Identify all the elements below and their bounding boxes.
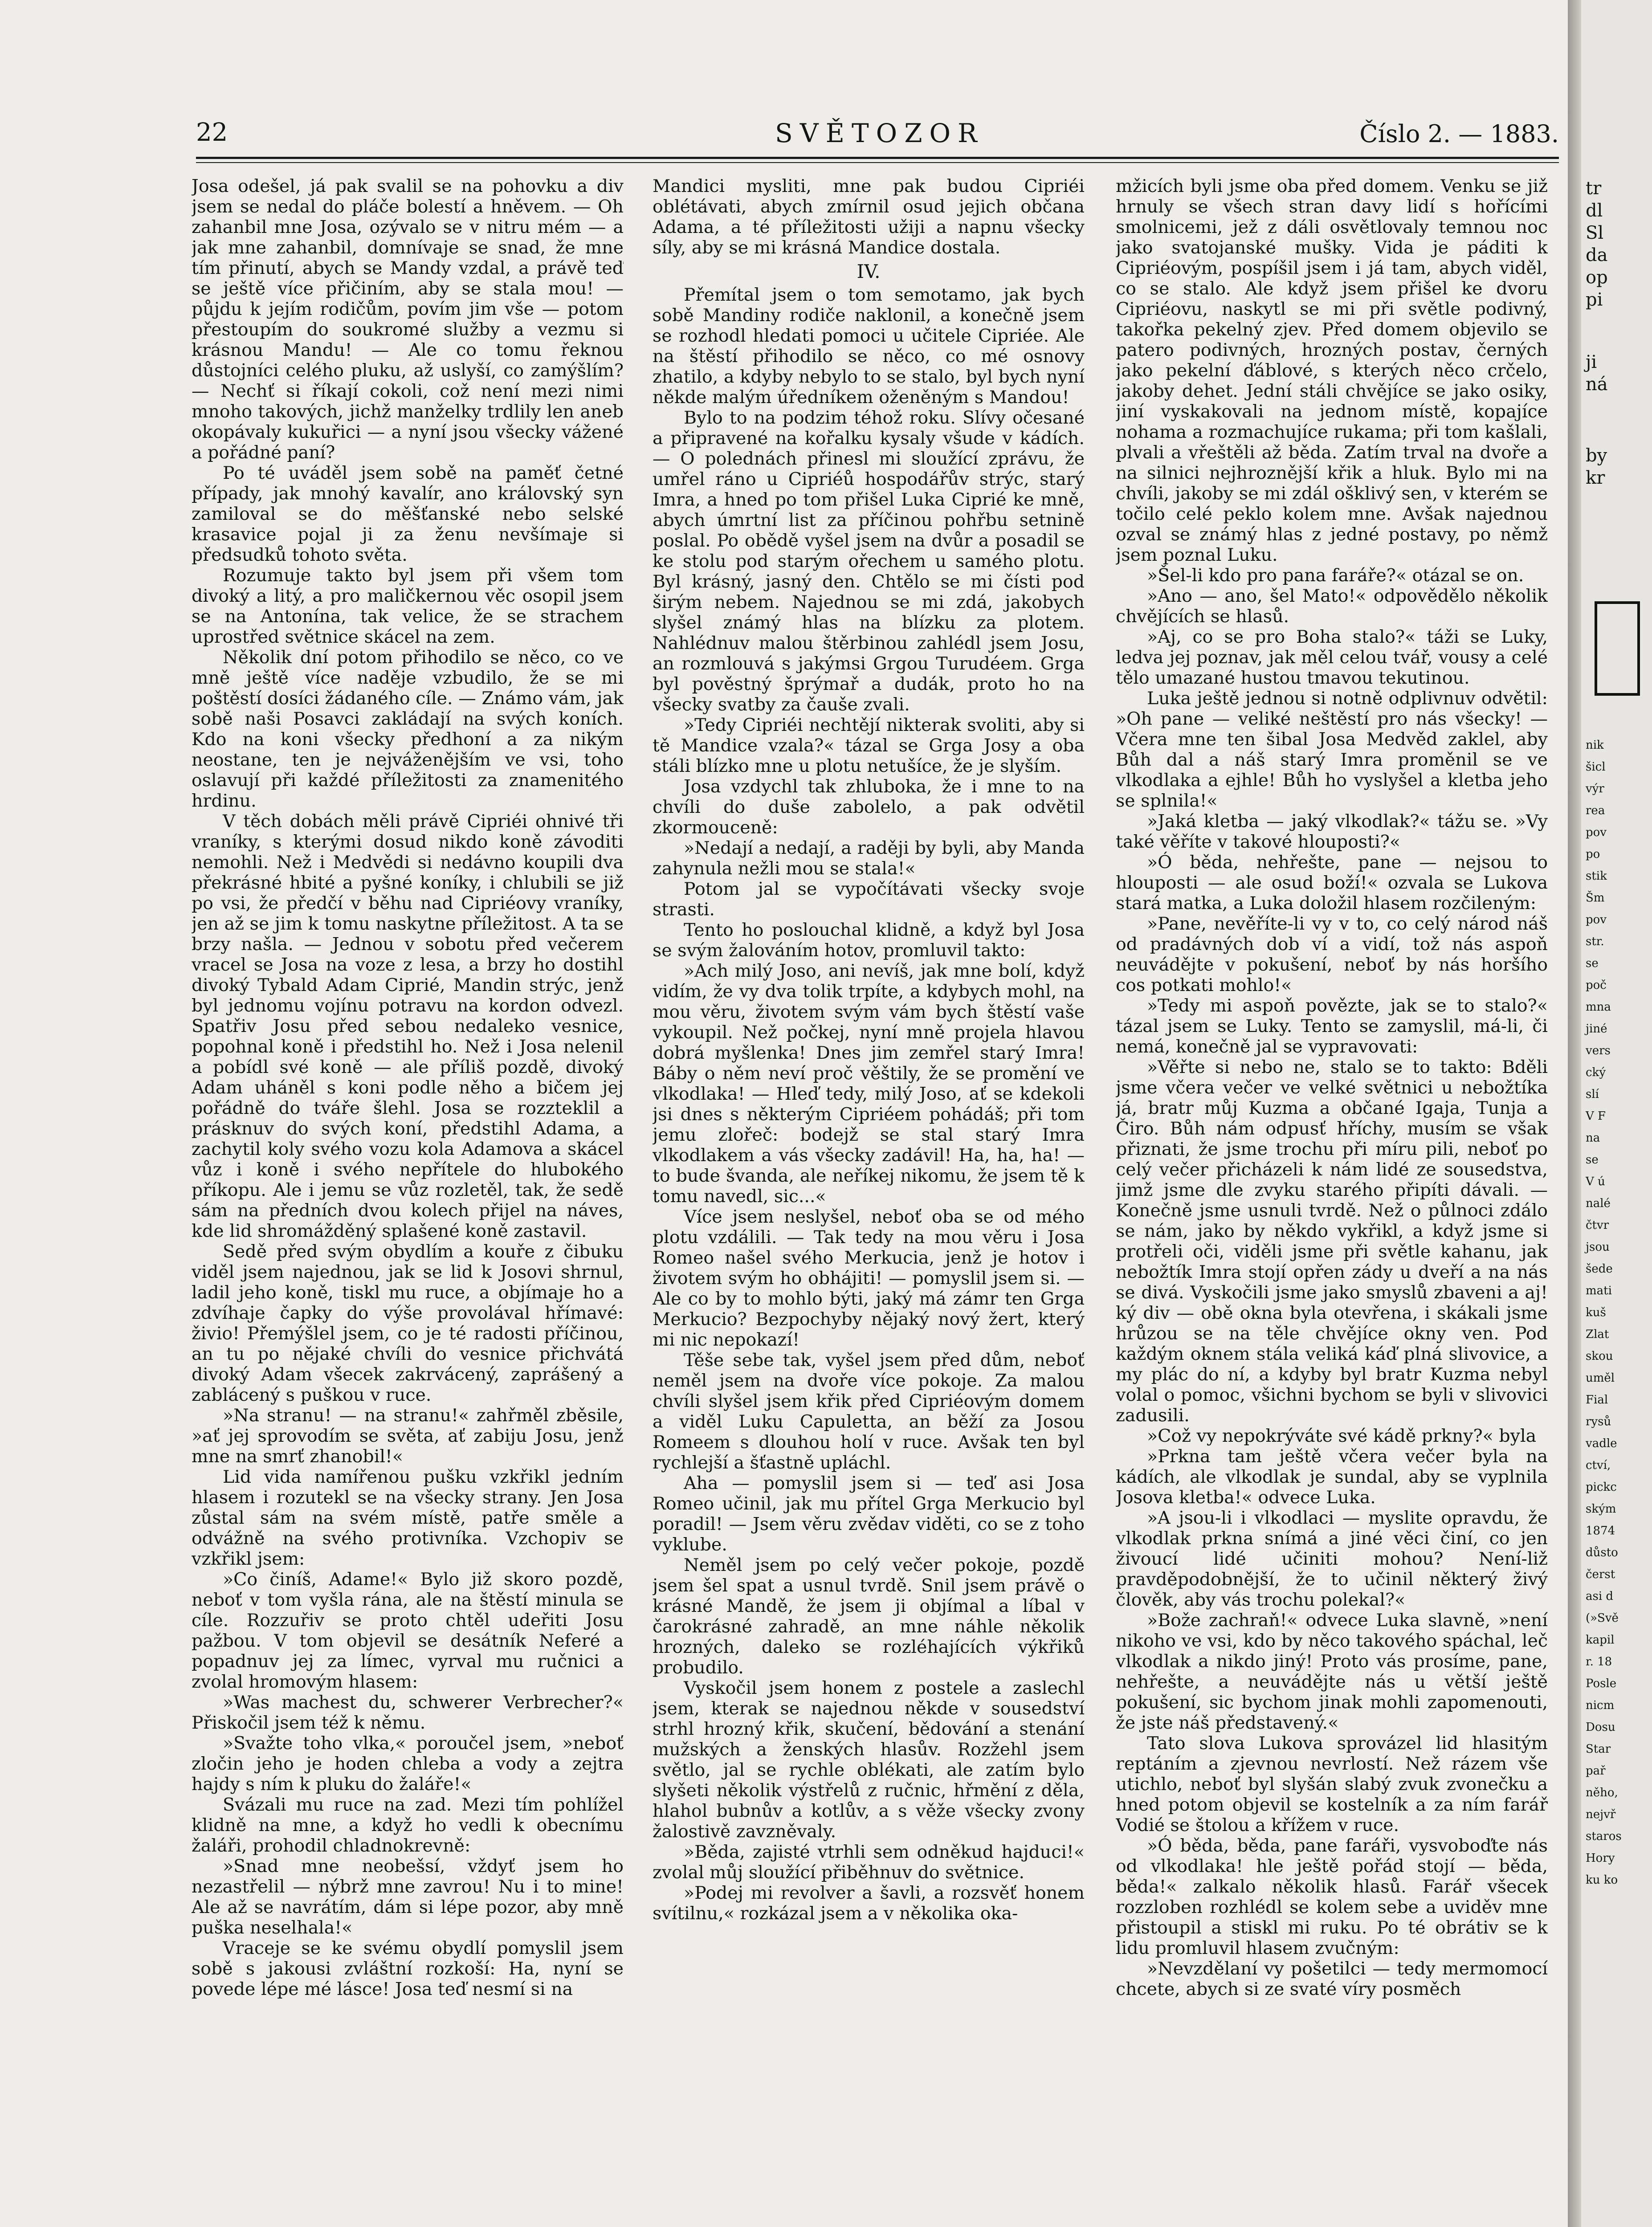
paragraph: »Nedají a nedají, a raději by byli, aby Manda zahynula nežli mou se stala!« xyxy=(653,838,1085,879)
adjacent-page-fragment: Fial xyxy=(1586,1393,1608,1407)
adjacent-page-fragment: Star xyxy=(1586,1742,1611,1756)
adjacent-page-fragment: dl xyxy=(1586,200,1603,221)
paragraph: »Svažte toho vlka,« poroučel jsem, »neboť zločin jeho je hoden chleba a vody a zejtra hajdy s ním k pluku do žaláře!« xyxy=(192,1733,624,1795)
paragraph: »Bože zachraň!« odvece Luka slavně, »není nikoho ve vsi, kdo by něco takového spáchal, leč vlkodlak a nikdo jiný! Proto vás prosíme, pane, nehřešte, a neuvádějte nás u větší ještě pokušení, sic bychom jinak mohli zapomenouti, že jste náš představený.« xyxy=(1116,1610,1548,1733)
adjacent-page-fragment: Šm xyxy=(1586,891,1605,905)
adjacent-page-fragment: pov xyxy=(1586,826,1607,839)
paragraph: »Což vy nepokrýváte své kádě prkny?« byla xyxy=(1147,1426,1537,1446)
adjacent-page-fragment: da xyxy=(1586,245,1608,265)
paragraph: Lid vida namířenou pušku vzkřikl jedním hlasem i rozutekl se na všecky strany. Jen Josa zůstal sám na svém místě, patře směle a odvážně na svého protivníka. Vzchopiv se vzkřikl jsem: xyxy=(192,1467,624,1569)
adjacent-page-fragment: kr xyxy=(1586,468,1605,488)
paragraph: Josa odešel, já pak svalil se na pohovku a div jsem se nedal do pláče bolestí a hněvem. — Oh zahanbil mne Josa, ozývalo se v nitru mém — a jak mne zahanbil, domnívaje se snad, že mne tím přinutí, abych se Mandy vzdal, a právě teď se ještě více přičiním, aby se stala mou! — půjdu k jejím rodičům, povím jim vše — potom přestoupím do soukromé služby a vezmu si krásnou Mandu! — Ale co tomu řeknou důstojníci celého pluku, až uslyší, co zamýšlím? — Nechť si říkají cokoli, což není mezi nimi mnoho takových, jichž manželky trdlily len aneb okopávaly kukuřici — a nyní jsou všecky vážené a pořádné paní? xyxy=(192,176,624,463)
adjacent-page-fragment: tr xyxy=(1586,178,1602,199)
adjacent-page-fragment: r. 18 xyxy=(1586,1655,1612,1668)
paragraph: Vraceje se ke svému obydlí pomyslil jsem sobě s jakousi zvláštní rozkoší: Ha, nyní se povede lépe mé lásce! Josa teď nesmí si na xyxy=(192,1938,624,1999)
adjacent-page-fragment: pickc xyxy=(1586,1481,1617,1494)
adjacent-page-fragment: ku ko xyxy=(1586,1873,1618,1887)
adjacent-page-fragment: nejvř xyxy=(1586,1808,1616,1821)
paragraph: »Ó běda, běda, pane faráři, vysvoboďte nás od vlkodlaka! hle ještě pořád stojí — běda, běda!« zalkalo několik hlasů. Farář všecek rozzloben rozhlédl se kolem sebe a uviděv mne přistoupil a stiskl mi ruku. Po té obrátiv se k lidu promluvil hlasem zvučným: xyxy=(1116,1835,1548,1958)
adjacent-page-fragment: na xyxy=(1586,1131,1600,1145)
adjacent-page-fragment: Dosu xyxy=(1586,1721,1615,1734)
paragraph: mžicích byli jsme oba před domem. Venku se již hrnuly se všech stran davy lidí s hořícími smolnicemi, jež z dáli osvětlovaly temnou noc jako svatojanské mušky. Vida je páditi k Cipriéovým, pospíšil jsem i já tam, abych viděl, co se stalo. Ale když jsem přišel ke dvoru Cipriéovu, naskytl se mi při světle podivný, takořka pekelný zjev. Před domem objevilo se patero podivných, hrozných postav, černých jako pekelní ďáblové, s kterých něco crčelo, jakoby dehet. Jední stáli chvějíce se jako osiky, jiní vyskakovali na jednom místě, kopajíce nohama a rozmachujíce rukama; při tom kašlali, plvali a vřeštěli až běda. Zatím trval na dvoře a na silnici nejhroznější křik a hluk. Bylo mi na chvíli, jakoby se mi zdál ošklivý sen, v kterém se točilo celé peklo kolem mne. Avšak najednou ozval se známý hlas z jedné postavy, po němž jsem poznal Luku. xyxy=(1116,176,1548,565)
adjacent-page-fragment: V F xyxy=(1586,1109,1606,1123)
adjacent-page-fragment: ná xyxy=(1586,374,1608,395)
adjacent-page-fragment: uměl xyxy=(1586,1371,1615,1385)
paragraph: Luka ještě jednou si notně odplivnuv odvětil: »Oh pane — veliké neštěstí pro nás všecky! — Včera mne ten šibal Josa Medvěd zaklel, aby Bůh dal a náš starý Imra proměnil se ve vlkodlaka a ejhle! Bůh ho vyslyšel a kletba jeho se splnila!« xyxy=(1116,688,1548,811)
paragraph: Potom jal se vypočítávati všecky svoje strasti. xyxy=(653,879,1085,920)
paragraph: »Ó běda, nehřešte, pane — nejsou to hlouposti — ale osud boží!« ozvala se Lukova stará matka, a Luka doložil hlasem rozčileným: xyxy=(1116,852,1548,914)
paragraph: Po té uváděl jsem sobě na paměť četné případy, jak mnohý kavalír, ano královský syn zamiloval se do měšťanské nebo selské krasavice pojal ji za ženu nevšímaje si předsudků tohoto světa. xyxy=(192,463,624,565)
paragraph: Aha — pomyslil jsem si — teď asi Josa Romeo učinil, jak mu přítel Grga Merkucio byl poradil! — Jsem věru zvědav viděti, co se z toho vyklube. xyxy=(653,1473,1085,1555)
adjacent-page-fragment: výr xyxy=(1586,782,1604,795)
paragraph: Sedě před svým obydlím a kouře z čibuku viděl jsem najednou, jak se lid k Josovi shrnul, ladil jeho koně, tiskl mu ruce, a objímaje ho a zdvíhaje čapky do výše provolával hřímavé: živio! Přemýšlel jsem, co je té radosti příčinou, an tu po nějaké chvíli do vesnice přichvátá divoký Adam všecek zakrvácený, zaprášený a zablácený s puškou v ruce. xyxy=(192,1241,624,1405)
paragraph: V těch dobách měli právě Cipriéi ohnivé tři vraníky, s kterými dosud nikdo koně závoditi nemohli. Než i Medvědi si nedávno koupili dva překrásné hbité a pyšné koníky, i chlubili se již po vsi, že předčí v běhu nad Cipriéovy vraníky, jen až se jim k tomu naskytne příležitost. A ta se brzy našla. — Jednou v sobotu před večerem vracel se Josa na voze z lesa, a brzy ho dostihl divoký Tybald Adam Ciprié, Mandin strýc, jenž byl jednomu vojínu potravu na kordon odvezl. Spatřiv Josu před sebou nedaleko vesnice, popohnal koně i předstihl ho. Než i Josa nelenil a pobídl své koně — ale příliš pozdě, divoký Adam uháněl s koni podle něho a bičem jej pořádně do tváře šlehl. Josa se rozzteklil a prásknuv do svých koní, předstihl Adama, a zachytil koly svého vozu kola Adamova a skácel vůz i koně i svého nepřítele do hlubokého příkopu. Ale i jemu se vůz rozletěl, tak, že sedě sám na předních dvou kolech přijel na náves, kde lid shromážděný splašené koně zastavil. xyxy=(192,811,624,1241)
paragraph: Přemítal jsem o tom semotamo, jak bych sobě Mandiny rodiče naklonil, a konečně jsem se rozhodl hledati pomoci u učitele Cipriée. Ale na štěstí přihodilo se něco, co mé osnovy zhatilo, a kdyby nebylo to se stalo, byl bych nyní někde malým úředníkem oženěným s Mandou! xyxy=(653,285,1085,408)
paragraph: Mandici mysliti, mne pak budou Cipriéi oblétávati, abych zmírnil osud jejich občana Adama, a té příležitosti užiji a napnu všecky síly, aby se mi krásná Mandice dostala. xyxy=(653,176,1085,258)
text-column-3 xyxy=(1116,176,1548,2189)
adjacent-page-fragment: Zlat xyxy=(1586,1328,1609,1341)
adjacent-page-fragment: vers xyxy=(1586,1044,1611,1057)
paragraph: »Tedy Cipriéi nechtějí nikterak svoliti, aby si tě Mandice vzala?« tázal se Grga Josy a oba stáli blízko mne u plotu netušíce, že je slyším. xyxy=(653,715,1085,776)
adjacent-page-fragment: vadle xyxy=(1586,1437,1617,1450)
section-heading: IV. xyxy=(857,261,881,282)
adjacent-page-fragment: po xyxy=(1586,848,1600,861)
adjacent-page-fragment: nik xyxy=(1586,738,1604,752)
page-header xyxy=(196,114,1559,167)
adjacent-page-illustration xyxy=(1595,601,1640,696)
adjacent-page-fragment: poč xyxy=(1586,979,1607,992)
adjacent-page-fragment: ji xyxy=(1586,352,1597,372)
adjacent-page-fragment: Hory xyxy=(1586,1852,1615,1865)
adjacent-page-fragment: asi d xyxy=(1586,1590,1614,1603)
paragraph: Těše sebe tak, vyšel jsem před dům, neboť neměl jsem na dvoře více pokoje. Za malou chvíli slyšel jsem křik před Cipriéovým domem a viděl Luku Capuletta, an běží za Josou Romeem s dlouhou holí v ruce. Avšak ten byl rychlejší a šťastně upláchl. xyxy=(653,1350,1085,1473)
adjacent-page-fragment: mna xyxy=(1586,1000,1611,1014)
adjacent-page-fragment: se xyxy=(1586,957,1599,970)
paragraph: »Jaká kletba — jaký vlkodlak?« tážu se. »Vy také věříte v takové hlouposti?« xyxy=(1116,811,1548,852)
paragraph: »Na stranu! — na stranu!« zahřměl zběsile, »ať jej sprovodím se světa, ať zabiju Josu, jenž mne na smrť zhanobil!« xyxy=(192,1405,624,1467)
adjacent-page-fragment: nicm xyxy=(1586,1699,1615,1712)
adjacent-page-fragment: rea xyxy=(1586,804,1605,817)
paragraph: »Pane, nevěříte-li vy v to, co celý národ náš od pradávných dob ví a vidí, tož nás aspoň neuvádějte v pokušení, neboť by nás horšího cos potkati mohlo!« xyxy=(1116,914,1548,995)
text-column-2 xyxy=(653,176,1085,2189)
adjacent-page-fragment: V ú xyxy=(1586,1175,1605,1188)
adjacent-page-fragment: ctví, xyxy=(1586,1459,1611,1472)
paragraph: »Šel-li kdo pro pana faráře?« otázal se on. xyxy=(1147,565,1524,586)
adjacent-page-fragment: se xyxy=(1586,1153,1599,1167)
paragraph: »Podej mi revolver a šavli, a rozsvěť honem svítilnu,« rozkázal jsem a v několika oka- xyxy=(653,1883,1085,1924)
adjacent-page-fragment: str. xyxy=(1586,935,1604,948)
adjacent-page-fragment: nalé xyxy=(1586,1197,1611,1210)
adjacent-page-fragment: rysů xyxy=(1586,1415,1611,1428)
paragraph: »Tedy mi aspoň povězte, jak se to stalo?« tázal jsem se Luky. Tento se zamyslil, má-li, či nemá, konečně jal se vypravovati: xyxy=(1116,995,1548,1057)
paragraph: Neměl jsem po celý večer pokoje, pozdě jsem šel spat a usnul tvrdě. Snil jsem právě o krásné Mandě, že jsem ji objímal a líbal v čarokrásné zahradě, an mne náhle několik hrozných, daleko se rozléhajících výkřiků probudilo. xyxy=(653,1555,1085,1678)
adjacent-page-fragment: staros xyxy=(1586,1830,1622,1843)
header-rule xyxy=(196,157,1559,159)
adjacent-page-fragment: kapil xyxy=(1586,1633,1615,1647)
paragraph: »Snad mne neobešsí, vždyť jsem ho nezastřelil — nýbrž mne zavrou! Nu i to mine! Ale až se navrátím, dám si lépe pozor, aby mně puška neselhala!« xyxy=(192,1856,624,1938)
paragraph: Několik dní potom přihodilo se něco, co ve mně ještě více naděje vzbudilo, že se mi poštěstí dosíci žádaného cíle. — Známo vám, jak sobě naši Posavci zakládají na svých koních. Kdo na koni všecky předhoní a za nikým neostane, ten je nejváženějším ve vsi, toho oslavují při každé příležitosti za znamenitého hrdinu. xyxy=(192,647,624,811)
paragraph: »A jsou-li i vlkodlaci — myslite opravdu, že vlkodlak prkna snímá a jiné věci činí, co jen živoucí lidé učiniti mohou? Není-liž pravděpodobnější, že to učinil některý živý člověk, aby vás trochu polekal?« xyxy=(1116,1508,1548,1610)
adjacent-page-fragment: 1874 xyxy=(1586,1524,1615,1538)
paragraph: Rozumuje takto byl jsem při všem tom divoký a litý, a pro maličkernou věc osopil jsem se na Antonína, tak velice, že se strachem uprostřed světnice skácel na zem. xyxy=(192,565,624,647)
adjacent-page-fragment: důsto xyxy=(1586,1546,1618,1559)
adjacent-page-fragment: čtvr xyxy=(1586,1219,1609,1232)
text-column-1 xyxy=(192,176,624,2189)
paragraph: »Nevzdělaní vy pošetilci — tedy mermomocí chcete, abych si ze svaté víry posměch xyxy=(1116,1958,1548,1999)
paragraph: »Běda, zajisté vtrhli sem odněkud hajduci!« zvolal můj sloužící přiběhnuv do světnice. xyxy=(653,1842,1085,1883)
adjacent-page-fragment: cký xyxy=(1586,1066,1606,1079)
adjacent-page-fragment: pař xyxy=(1586,1764,1606,1778)
adjacent-page-fragment: jiné xyxy=(1586,1022,1607,1036)
paragraph: Tento ho poslouchal klidně, a když byl Josa se svým žalováním hotov, promluvil takto: xyxy=(653,920,1085,961)
paragraph: »Aj, co se pro Boha stalo?« táži se Luky, ledva jej poznav, jak měl celou tvář, vousy a celé tělo umazané hustou tmavou tekutinou. xyxy=(1116,627,1548,688)
adjacent-page-fragment: něho, xyxy=(1586,1786,1618,1799)
page-number: 22 xyxy=(196,118,228,147)
paragraph: Bylo to na podzim téhož roku. Slívy očesané a připravené na kořalku kysaly všude v kádích. — O polednách přinesl mi sloužící zprávu, že umřel ráno u Cipriéů hospodářův strýc, starý Imra, a hned po tom přišel Luka Ciprié ke mně, abych úmrtní list za příčinou pohřbu setnině poslal. Po obědě vyšel jsem na dvůr a posadil se ke stolu pod starým ořechem u samého plotu. Byl krásný, jasný den. Chtělo se mi čísti pod širým nebem. Najednou se mi zdá, jakobych slyšel známý hlas na blízku za plotem. Nahlédnuv malou štěrbinou zahlédl jsem Josu, an rozmlouvá s jakýmsi Grgou Turudéem. Grga byl pověstný šprýmař a dudák, proto ho na všecky svatby za čauše zvali. xyxy=(653,408,1085,715)
adjacent-page-fragment: kuš xyxy=(1586,1306,1606,1319)
issue-label: Číslo 2. — 1883. xyxy=(1359,120,1559,148)
paragraph: »Ano — ano, šel Mato!« odpovědělo několik chvějících se hlasů. xyxy=(1116,586,1548,627)
adjacent-page-fragment: Sl xyxy=(1586,223,1604,243)
adjacent-page-fragment: ským xyxy=(1586,1502,1616,1516)
adjacent-page-fragment: šede xyxy=(1586,1262,1613,1276)
paragraph: Vyskočil jsem honem z postele a zaslechl jsem, kterak se najednou někde v sousedství strhl hrozný křik, skučení, bědování a stenání mužských a ženských hlasův. Rozžehl jsem světlo, jal se rychle oblékati, ale zatím bylo slyšeti několik výstřelů z ručnic, hřmění z děla, hlahol bubnův a kotlův, a s věže všecky zvony žalostivě zavzněvaly. xyxy=(653,1678,1085,1842)
header-rule-thin xyxy=(196,162,1559,163)
paragraph: Tato slova Lukova sprovázel lid hlasitým reptáním a zjevnou nevrlostí. Než rázem vše utichlo, neboť byl slyšán slabý zvuk zvonečku a hned potom objevil se kostelník a za ním farář Vodié se štolou a křížem v ruce. xyxy=(1116,1733,1548,1835)
paragraph: »Prkna tam ještě včera večer byla na kádích, ale vlkodlak je sundal, aby se vyplnila Josova kletba!« odvece Luka. xyxy=(1116,1446,1548,1508)
adjacent-page-fragment: šicl xyxy=(1586,760,1606,774)
adjacent-page-fragment: Posle xyxy=(1586,1677,1617,1690)
adjacent-page-fragment: jsou xyxy=(1586,1240,1610,1254)
adjacent-page-fragment: pov xyxy=(1586,913,1607,926)
paragraph: »Ach milý Joso, ani nevíš, jak mne bolí, když vidím, že vy dva tolik trpíte, a kdybych mohl, na mou věru, životem svým vám bych štěstí vaše vykoupil. Než počkej, nyní mně projela hlavou dobrá myšlenka! Dnes jim zemřel starý Imra! Báby o něm neví proč věštily, že se promění ve vlkodlaka! — Hleď tedy, milý Joso, ať se kdekoli jsi dnes s některým Cipriéem pohádáš; při tom jemu zlořeč: bodejž se stal starý Imra vlkodlakem a vás všecky zadávil! Ha, ha, ha! — to bude švanda, ale neříkej nikomu, že jsem tě k tomu navedl, sic...« xyxy=(653,961,1085,1207)
paragraph: »Co činíš, Adame!« Bylo již skoro pozdě, neboť v tom vyšla rána, ale na štěstí minula se cíle. Rozzuřiv se proto chtěl udeřiti Josu pažbou. V tom objevil se desátník Neferé a popadnuv jej za límec, vyrval mu ručnici a zvolal hromovým hlasem: xyxy=(192,1569,624,1692)
adjacent-page-edge xyxy=(1581,0,1652,2227)
adjacent-page-fragment: stik xyxy=(1586,869,1607,883)
magazine-title: SVĚTOZOR xyxy=(775,118,984,148)
adjacent-page-fragment: pi xyxy=(1586,290,1603,310)
paragraph: Více jsem neslyšel, neboť oba se od mého plotu vzdálili. — Tak tedy na mou věru i Josa Romeo našel svého Merkucia, jenž je hotov i životem svým ho obhájiti! — pomyslil jsem si. — Ale co by to mohlo býti, jaký má zámr ten Grga Merkucio? Bezpochyby nějaký nový žert, který mi nic nepokazí! xyxy=(653,1207,1085,1350)
paragraph: »Věřte si nebo ne, stalo se to takto: Bděli jsme včera večer ve velké světnici u nebožtíka já, bratr můj Kuzma a občané Igaja, Tunja a Čiro. Bůh nám odpusť hříchy, musím se však přiznati, že jsme trochu při míru pili, neboť po celý večer přicházeli k nám lidé ze sousedstva, jimž jsme dle zvyku starého připíti dávali. — Konečně jsme usnuli tvrdě. Než o půlnoci zdálo se nám, jako by někdo vykřikl, a když jsme si protřeli oči, viděli jsme při světle kahanu, jak nebožtík Imra stojí opřen zády u dveří a na nás se divá. Vyskočili jsme jako smyslů zbaveni a aj! ký div — obě okna byla otevřena, i skákali jsme hrůzou se na těle chvějíce okny ven. Pod každým oknem stála veliká káď plná slivovice, a my plác do ní, a kdyby byl bratr Kuzma nebyl volal o pomoc, všichni bychom se byli v slivovici zadusili. xyxy=(1116,1057,1548,1426)
adjacent-page-fragment: (»Svě xyxy=(1586,1611,1619,1625)
adjacent-page-fragment: mati xyxy=(1586,1284,1612,1297)
adjacent-page-fragment: op xyxy=(1586,267,1608,288)
paragraph: Svázali mu ruce na zad. Mezi tím pohlížel klidně na mne, a když ho vedli k obecnímu žaláři, prohodil chladnokrevně: xyxy=(192,1795,624,1856)
binding-gutter xyxy=(1568,0,1581,2227)
adjacent-page-fragment: skou xyxy=(1586,1350,1613,1363)
adjacent-page-fragment: slí xyxy=(1586,1088,1599,1101)
paragraph: Josa vzdychl tak zhluboka, že i mne to na chvíli do duše zabolelo, a pak odvětil zkormouceně: xyxy=(653,776,1085,838)
adjacent-page-fragment: čerst xyxy=(1586,1568,1615,1581)
adjacent-page-fragment: by xyxy=(1586,445,1607,466)
paragraph: »Was machest du, schwerer Verbrecher?« Přiskočil jsem též k němu. xyxy=(192,1692,624,1733)
